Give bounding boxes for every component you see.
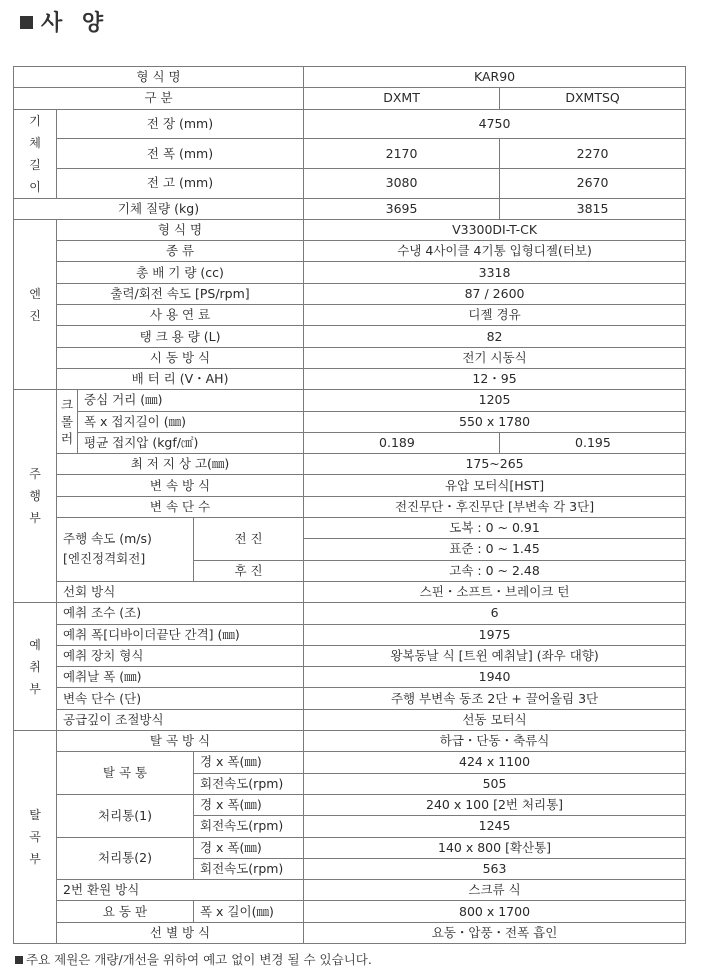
engine-row-label: 탱 크 용 량 (L) [57, 326, 304, 347]
engine-row-label: 출력/회전 속도 [PS/rpm] [57, 283, 304, 304]
spec-table [13, 66, 686, 944]
pressure-label: 평균 접지압 (kgf/㎠) [78, 432, 304, 453]
table-row [14, 67, 686, 88]
table-row [14, 305, 686, 326]
note-square-icon [15, 956, 23, 964]
reaping-row-label: 예취 조수 (조) [57, 603, 304, 624]
engine-row-value: 12・95 [304, 368, 686, 389]
reaping-row-label: 변속 단수 (단) [57, 688, 304, 709]
shift-method-label: 변 속 방 식 [57, 475, 304, 496]
table-row [14, 347, 686, 368]
width-b: 2270 [500, 139, 686, 169]
reaping-category: 예취부 [14, 603, 57, 731]
table-row [14, 667, 686, 688]
return-label: 2번 환원 방식 [57, 880, 304, 901]
table-row [14, 901, 686, 922]
engine-row-label: 형 식 명 [57, 219, 304, 240]
crawler-category: 크롤러 [57, 390, 78, 454]
proc1-dim-label: 경 x 폭(㎜) [194, 794, 304, 815]
table-row [14, 368, 686, 389]
threshing-method-value: 하급・단동・축류식 [304, 731, 686, 752]
table-row [14, 709, 686, 730]
reaping-row-label: 공급깊이 조절방식 [57, 709, 304, 730]
table-row [14, 326, 686, 347]
drum-rpm-label: 회전속도(rpm) [194, 773, 304, 794]
table-row [14, 411, 686, 432]
table-row [14, 283, 686, 304]
table-row [14, 688, 686, 709]
pressure-a: 0.189 [304, 432, 500, 453]
table-row [14, 837, 686, 858]
proc1-rpm-value: 1245 [304, 816, 686, 837]
center-distance-label: 중심 거리 (㎜) [78, 390, 304, 411]
proc1-rpm-label: 회전속도(rpm) [194, 816, 304, 837]
proc2-label: 처리통(2) [57, 837, 194, 880]
ground-clearance-value: 175~265 [304, 454, 686, 475]
table-row [14, 168, 686, 198]
table-row [14, 475, 686, 496]
reverse-label: 후 진 [194, 560, 304, 581]
engine-row-label: 배 터 리 (V・AH) [57, 368, 304, 389]
engine-row-value: 전기 시동식 [304, 347, 686, 368]
weight-a: 3695 [304, 198, 500, 219]
turning-value: 스핀・소프트・브레이크 턴 [304, 581, 686, 602]
table-row [14, 603, 686, 624]
table-row [14, 581, 686, 602]
drum-rpm-value: 505 [304, 773, 686, 794]
body-dimensions-category: 기체길이 [14, 109, 57, 198]
shift-stage-value: 전진무단・후진무단 [부변속 각 3단] [304, 496, 686, 517]
table-row [14, 109, 686, 139]
reaping-row-value: 주행 부변속 동조 2단 + 끌어올림 3단 [304, 688, 686, 709]
proc2-rpm-value: 563 [304, 858, 686, 879]
shaker-dim-label: 폭 x 길이(㎜) [194, 901, 304, 922]
engine-row-label: 사 용 연 료 [57, 305, 304, 326]
reaping-row-label: 예취 폭[디바이더끝단 간격] (㎜) [57, 624, 304, 645]
width-a: 2170 [304, 139, 500, 169]
table-row [14, 794, 686, 815]
table-row [14, 454, 686, 475]
sorting-label: 선 별 방 식 [57, 922, 304, 943]
turning-label: 선회 방식 [57, 581, 304, 602]
footnote [15, 950, 372, 968]
reaping-row-value: 1940 [304, 667, 686, 688]
reaping-row-value: 6 [304, 603, 686, 624]
reaping-row-value: 왕복동날 식 [트윈 예취날] (좌우 대향) [304, 645, 686, 666]
division-label: 구 분 [14, 88, 304, 109]
proc2-rpm-label: 회전속도(rpm) [194, 858, 304, 879]
table-row [14, 731, 686, 752]
table-row [14, 198, 686, 219]
length-label: 전 장 (mm) [57, 109, 304, 139]
proc1-label: 처리통(1) [57, 794, 194, 837]
sorting-value: 요동・압풍・전폭 흡인 [304, 922, 686, 943]
page-title-text: 사 양 [41, 11, 110, 36]
table-row [14, 88, 686, 109]
drum-dim-value: 424 x 1100 [304, 752, 686, 773]
reaping-row-value: 선동 모터식 [304, 709, 686, 730]
engine-row-value: 3318 [304, 262, 686, 283]
shaker-dim-value: 800 x 1700 [304, 901, 686, 922]
width-contact-value: 550 x 1780 [304, 411, 686, 432]
proc2-dim-label: 경 x 폭(㎜) [194, 837, 304, 858]
table-row [14, 518, 686, 539]
table-row [14, 645, 686, 666]
engine-row-label: 종 류 [57, 241, 304, 262]
travel-speed-label-line1: 주행 속도 (m/s) [63, 531, 152, 547]
ground-clearance-label: 최 저 지 상 고(㎜) [57, 454, 304, 475]
model-value: KAR90 [304, 67, 686, 88]
proc2-dim-value: 140 x 800 [확산통] [304, 837, 686, 858]
reaping-row-value: 1975 [304, 624, 686, 645]
height-a: 3080 [304, 168, 500, 198]
speed-value-2: 표준 : 0 ~ 1.45 [304, 539, 686, 560]
engine-row-value: 수냉 4사이클 4기통 입형디젤(터보) [304, 241, 686, 262]
length-value: 4750 [304, 109, 686, 139]
table-row [14, 262, 686, 283]
shift-method-value: 유압 모터식[HST] [304, 475, 686, 496]
travel-speed-label-line2: [엔진정격회전] [63, 551, 146, 567]
footnote-text: 주요 제원은 개량/개선을 위하여 예고 없이 변경 될 수 있습니다. [26, 952, 372, 967]
engine-row-label: 총 배 기 량 (cc) [57, 262, 304, 283]
table-row [14, 219, 686, 240]
engine-row-value: 82 [304, 326, 686, 347]
travel-speed-label [57, 518, 194, 582]
shift-stage-label: 변 속 단 수 [57, 496, 304, 517]
table-row [14, 241, 686, 262]
forward-label: 전 진 [194, 518, 304, 561]
engine-row-label: 시 동 방 식 [57, 347, 304, 368]
reaping-row-label: 예취날 폭 (㎜) [57, 667, 304, 688]
height-b: 2670 [500, 168, 686, 198]
table-row [14, 752, 686, 773]
threshing-category: 탈곡부 [14, 731, 57, 944]
pressure-b: 0.195 [500, 432, 686, 453]
page-title [20, 6, 109, 37]
speed-value-1: 도복 : 0 ~ 0.91 [304, 518, 686, 539]
table-row [14, 496, 686, 517]
title-square-icon [20, 16, 33, 29]
center-distance-value: 1205 [304, 390, 686, 411]
height-label: 전 고 (mm) [57, 168, 304, 198]
width-label: 전 폭 (mm) [57, 139, 304, 169]
variant-a: DXMT [304, 88, 500, 109]
engine-row-value: 디젤 경유 [304, 305, 686, 326]
table-row [14, 432, 686, 453]
drum-dim-label: 경 x 폭(㎜) [194, 752, 304, 773]
proc1-dim-value: 240 x 100 [2번 처리통] [304, 794, 686, 815]
width-contact-label: 폭 x 접지길이 (㎜) [78, 411, 304, 432]
variant-b: DXMTSQ [500, 88, 686, 109]
travel-category: 주행부 [14, 390, 57, 603]
reaping-row-label: 예취 장치 형식 [57, 645, 304, 666]
engine-category: 엔진 [14, 219, 57, 389]
weight-b: 3815 [500, 198, 686, 219]
speed-value-3: 고속 : 0 ~ 2.48 [304, 560, 686, 581]
engine-row-value: 87 / 2600 [304, 283, 686, 304]
weight-label: 기체 질량 (kg) [14, 198, 304, 219]
model-label: 형 식 명 [14, 67, 304, 88]
threshing-method-label: 탈 곡 방 식 [57, 731, 304, 752]
table-row [14, 880, 686, 901]
table-row [14, 922, 686, 943]
table-row [14, 139, 686, 169]
drum-label: 탈 곡 통 [57, 752, 194, 795]
table-row [14, 390, 686, 411]
engine-row-value: V3300DI-T-CK [304, 219, 686, 240]
table-row [14, 624, 686, 645]
return-value: 스크류 식 [304, 880, 686, 901]
shaker-label: 요 동 판 [57, 901, 194, 922]
